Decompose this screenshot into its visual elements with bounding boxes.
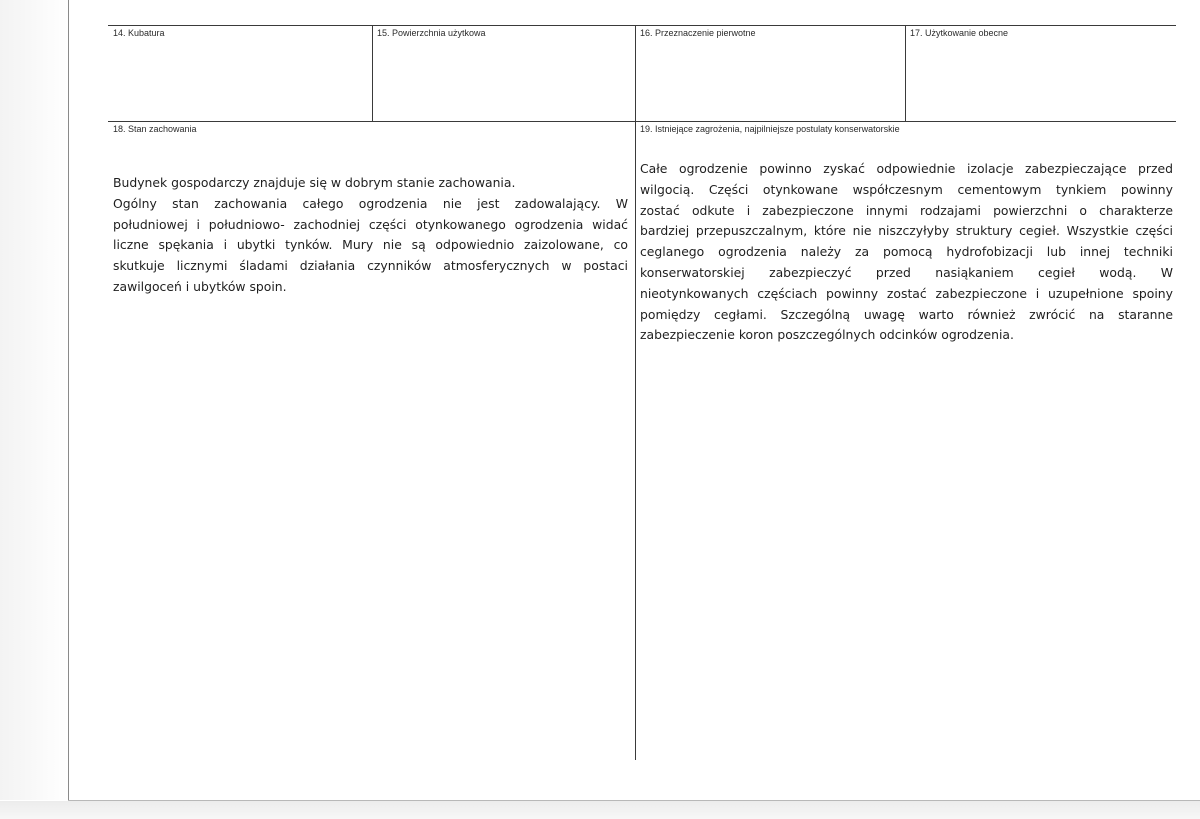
scan-left-shadow — [0, 0, 68, 800]
istniejace-zagrozenia-line: pomiędzy cegłami. Szczególną uwagę warto również zwrócić na staranne — [640, 306, 1173, 322]
field-przeznaczenie-pierwotne-label: 16. Przeznaczenie pierwotne — [640, 28, 756, 38]
istniejace-zagrozenia-line: ceglanego ogrodzenia należy za pomocą hydrofobizacji lub innej techniki — [640, 244, 1173, 260]
stan-zachowania-line: liczne spękania i ubytki tynków. Mury nie są odpowiednio zaizolowane, co — [113, 237, 628, 253]
istniejace-zagrozenia-line: nieotynkowanych częściach powinny zostać zabezpieczone i uzupełnione spoiny — [640, 285, 1173, 301]
scan-left-edge — [68, 0, 69, 800]
istniejace-zagrozenia-text — [640, 159, 1173, 346]
form-middle-rule — [108, 121, 1176, 122]
field-powierzchnia-uzytkowa-label: 15. Powierzchnia użytkowa — [377, 28, 486, 38]
scan-bottom-band — [0, 801, 1200, 819]
istniejace-zagrozenia-line: zabezpieczenie koron poszczególnych odcinków ogrodzenia. — [640, 327, 1014, 343]
stan-zachowania-text — [113, 173, 628, 298]
divider-main — [635, 25, 636, 760]
istniejace-zagrozenia-line: wilgocią. Części otynkowane współczesnym cementowym tynkiem powinny — [640, 181, 1173, 197]
stan-zachowania-line: skutkuje licznymi śladami działania czynników atmosferycznych w postaci — [113, 258, 628, 274]
istniejace-zagrozenia-line: bardziej przepuszczalnym, które nie niszczyłyby struktury cegieł. Wszystkie części — [640, 223, 1173, 239]
stan-zachowania-line: Budynek gospodarczy znajduje się w dobrym stanie zachowania. — [113, 175, 516, 190]
istniejace-zagrozenia-line: Całe ogrodzenie powinno zyskać odpowiednie izolacje zabezpieczające przed — [640, 161, 1173, 176]
stan-zachowania-line: Ogólny stan zachowania całego ogrodzenia nie jest zadowalający. W — [113, 195, 628, 211]
field-kubatura-label: 14. Kubatura — [113, 28, 165, 38]
form-top-rule — [108, 25, 1176, 26]
field-istniejace-zagrozenia-label: 19. Istniejące zagrożenia, najpilniejsze postulaty konserwatorskie — [640, 124, 900, 134]
istniejace-zagrozenia-line: konserwatorskiej zabezpieczyć przed nasiąkaniem cegieł wodą. W — [640, 264, 1173, 280]
stan-zachowania-line: zawilgoceń i ubytków spoin. — [113, 278, 287, 294]
stan-zachowania-line: południowej i południowo- zachodniej części otynkowanego ogrodzenia widać — [113, 216, 628, 232]
divider-14-15 — [372, 25, 373, 121]
divider-16-17 — [905, 25, 906, 121]
istniejace-zagrozenia-line: zostać odkute i zabezpieczone innymi rodzajami powierzchni o charakterze — [640, 202, 1173, 218]
field-uzytkowanie-obecne-label: 17. Użytkowanie obecne — [910, 28, 1009, 38]
field-stan-zachowania-label: 18. Stan zachowania — [113, 124, 197, 134]
